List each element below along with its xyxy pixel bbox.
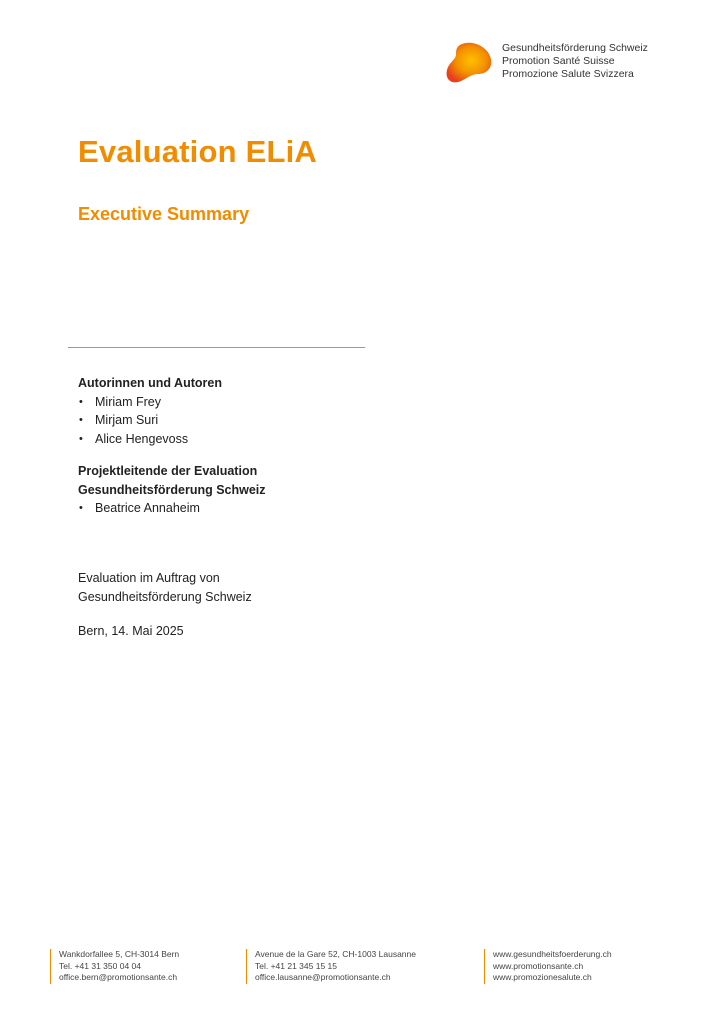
document-title: Evaluation ELiA xyxy=(78,134,317,169)
footer-lausanne-phone: Tel. +41 21 345 15 15 xyxy=(255,960,337,971)
footer-website-link[interactable]: www.promozionesalute.ch xyxy=(493,972,592,982)
footer-bern-street: Wankdorfallee 5, CH-3014 Bern xyxy=(59,949,180,959)
organization-logo xyxy=(444,40,684,86)
author-item: • Miriam Frey xyxy=(78,393,222,412)
logo-line-fr: Promotion Santé Suisse xyxy=(502,55,615,67)
author-item: • Mirjam Suri xyxy=(78,411,222,430)
title-divider xyxy=(68,347,365,348)
author-item: • Alice Hengevoss xyxy=(78,430,222,449)
project-lead-item: • Beatrice Annaheim xyxy=(78,499,266,518)
commission-note xyxy=(78,569,252,606)
commission-line2: Gesundheitsförderung Schweiz xyxy=(78,589,252,604)
logo-line-de: Gesundheitsförderung Schweiz xyxy=(502,42,648,54)
logo-line-it: Promozione Salute Svizzera xyxy=(502,68,634,80)
authors-section xyxy=(78,374,222,448)
footer-bern-email[interactable]: office.bern@promotionsante.ch xyxy=(59,972,178,982)
project-lead-list xyxy=(78,499,266,518)
project-lead-heading-line2: Gesundheitsförderung Schweiz xyxy=(78,482,266,497)
footer-bern-phone: Tel. +41 31 350 04 04 xyxy=(59,960,141,971)
footer-website-link[interactable]: www.gesundheitsfoerderung.ch xyxy=(493,949,612,959)
project-lead-section xyxy=(78,462,266,518)
footer-bern-address xyxy=(50,949,179,984)
footer-website-link[interactable]: www.promotionsante.ch xyxy=(493,960,584,971)
footer-lausanne-address xyxy=(246,949,416,984)
project-lead-heading-line1: Projektleitende der Evaluation xyxy=(78,464,258,478)
logo-wordmark xyxy=(502,42,648,81)
authors-list xyxy=(78,393,222,449)
commission-line1: Evaluation im Auftrag von xyxy=(78,571,220,585)
place-date: Bern, 14. Mai 2025 xyxy=(78,624,184,638)
document-subtitle: Executive Summary xyxy=(78,204,250,224)
footer-websites xyxy=(484,949,612,984)
logo-mark-icon xyxy=(444,40,496,86)
footer-lausanne-street: Avenue de la Gare 52, CH-1003 Lausanne xyxy=(255,949,416,959)
authors-heading: Autorinnen und Autoren xyxy=(78,376,222,390)
footer-lausanne-email[interactable]: office.lausanne@promotionsante.ch xyxy=(255,972,391,982)
